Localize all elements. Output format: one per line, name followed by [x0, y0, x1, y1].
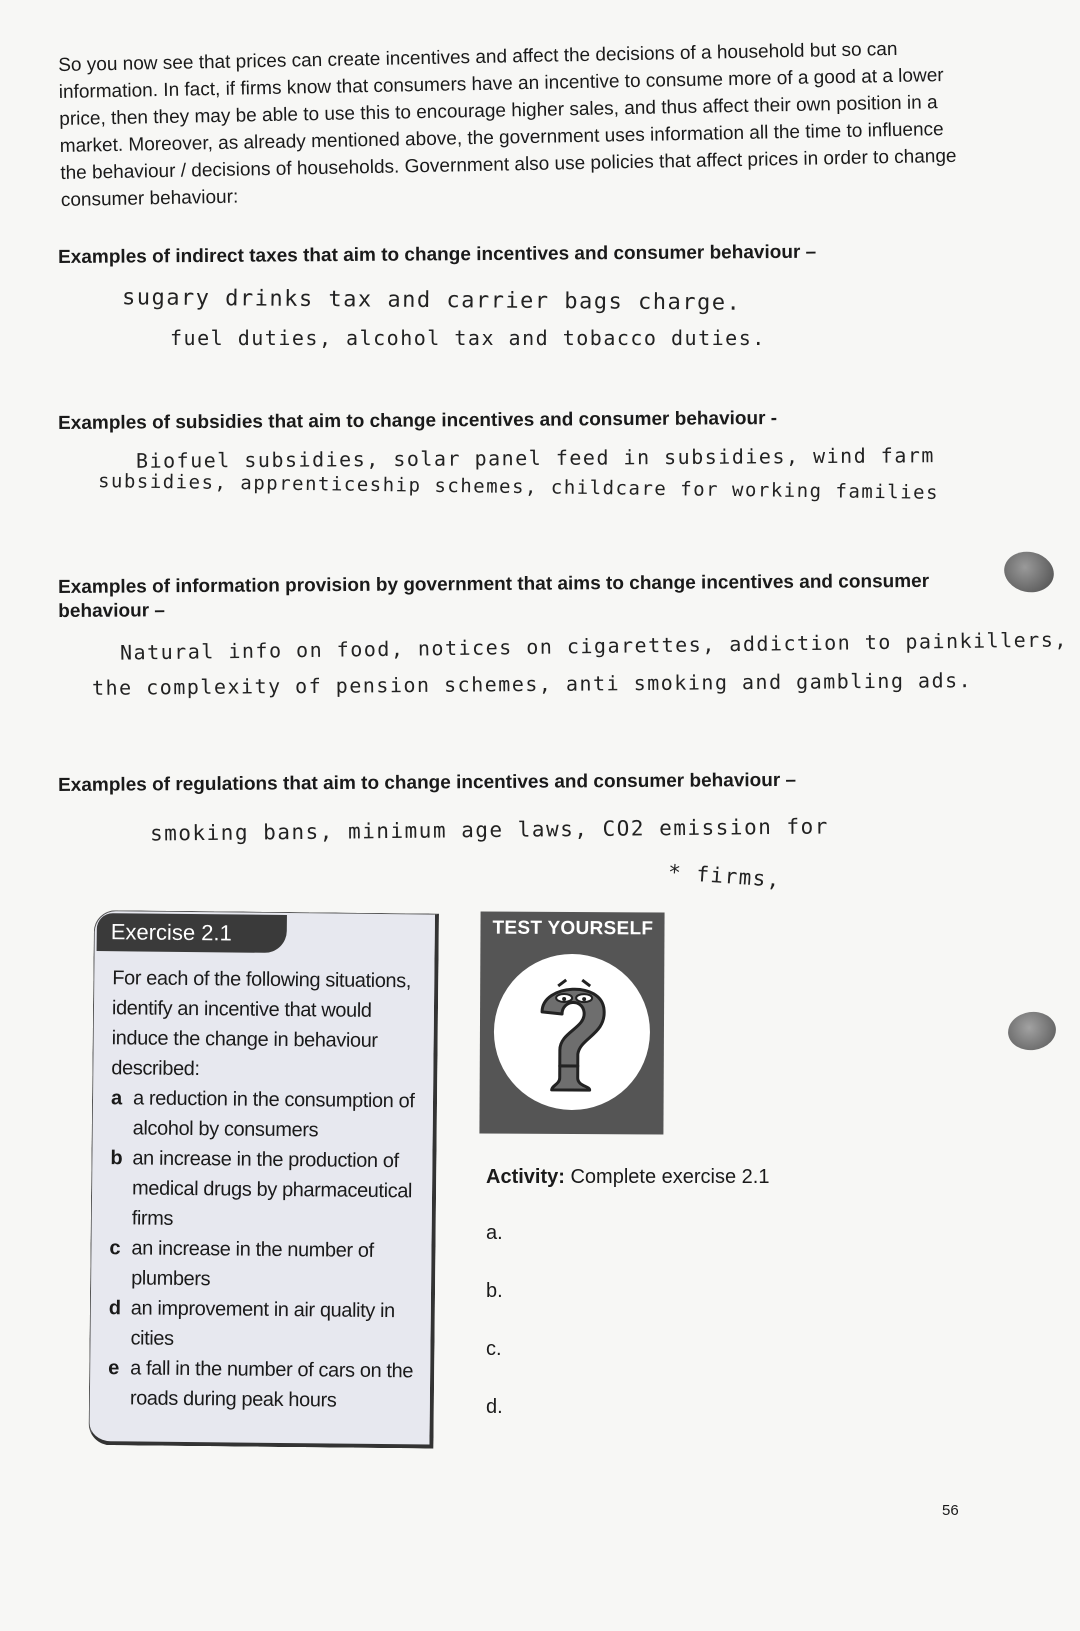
exercise-item-text: an improvement in air quality in cities: [130, 1297, 395, 1350]
exercise-title: Exercise 2.1: [97, 913, 287, 953]
taxes-answer-line: sugary drinks tax and carrier bags charge.: [121, 285, 742, 316]
regulations-answer-line: smoking bans, minimum age laws, CO2 emission for: [149, 814, 829, 846]
intro-line: information. In fact, if firms know that consumers have an incentive to consume more of a good at a lower: [58, 65, 944, 103]
intro-line: price, then they may be able to use this to encourage higher sales, and thus affect their own position in a: [59, 92, 938, 130]
exercise-item: [109, 1233, 420, 1296]
subsidies-answer-line: subsidies, apprenticeship schemes, childcare for working families: [97, 470, 940, 504]
exercise-intro: For each of the following situations, identify an incentive that would induce the change in behaviour described:: [111, 967, 412, 1081]
exercise-item: [111, 1083, 422, 1146]
exercise-item: [110, 1143, 421, 1236]
regulations-heading: Examples of regulations that aim to change incentives and consumer behaviour –: [58, 769, 797, 796]
subsidies-heading: Examples of subsidies that aim to change incentives and consumer behaviour -: [58, 407, 778, 434]
page-number: 56: [942, 1502, 959, 1519]
intro-line: market. Moreover, as already mentioned above, the government uses information all the time to influence: [59, 119, 944, 157]
exercise-item-text: a reduction in the consumption of alcohol by consumers: [132, 1087, 415, 1142]
taxes-heading: Examples of indirect taxes that aim to change incentives and consumer behaviour –: [58, 241, 817, 268]
information-answer-line: Natural info on food, notices on cigarettes, addiction to painkillers,: [119, 627, 1068, 665]
information-heading-line: Examples of information provision by government that aims to change incentives and consumer: [58, 570, 930, 598]
intro-line: So you now see that prices can create incentives and affect the decisions of a household but so can: [58, 38, 898, 76]
exercise-item-letter: a: [110, 1087, 122, 1110]
information-heading-line: behaviour –: [58, 600, 165, 622]
subsidies-answer-line: Biofuel subsidies, solar panel feed in subsidies, wind farm: [135, 443, 935, 473]
question-mark-character-icon: [494, 954, 651, 1111]
exercise-item-letter: c: [109, 1237, 121, 1260]
activity-text: Complete exercise 2.1: [570, 1166, 770, 1188]
exercise-item-letter: b: [110, 1147, 123, 1170]
exercise-item-text: an increase in the number of plumbers: [131, 1237, 374, 1291]
exercise-item-letter: e: [108, 1357, 120, 1380]
exercise-box: [88, 910, 439, 1449]
information-answer-line: the complexity of pension schemes, anti smoking and gambling ads.: [91, 668, 973, 700]
exercise-item-text: an increase in the production of medical drugs by pharmaceutical firms: [131, 1147, 413, 1230]
taxes-answer-line: fuel duties, alcohol tax and tobacco duties.: [170, 326, 766, 350]
exercise-item: [108, 1293, 419, 1356]
activity-instruction: [486, 1166, 769, 1189]
ink-blot: [1006, 1009, 1059, 1053]
intro-line: the behaviour / decisions of households. Government also use policies that affect prices in order to change: [60, 145, 957, 184]
exercise-item: [108, 1353, 419, 1416]
exercise-item-text: a fall in the number of cars on the roads during peak hours: [129, 1357, 414, 1412]
answer-label-c: c.: [486, 1338, 502, 1360]
answer-label-a: a.: [486, 1222, 503, 1244]
intro-line: consumer behaviour:: [60, 186, 239, 211]
intro-paragraph: [58, 34, 1011, 214]
answer-label-d: d.: [486, 1396, 503, 1418]
exercise-item-letter: d: [108, 1297, 121, 1320]
test-yourself-panel: [479, 912, 664, 1135]
test-yourself-label: TEST YOURSELF: [492, 917, 654, 940]
exercise-list: [108, 1083, 421, 1416]
regulations-answer-line: * firms,: [667, 860, 782, 892]
activity-label: Activity:: [486, 1166, 565, 1188]
answer-label-b: b.: [486, 1280, 503, 1302]
test-yourself-circle: [494, 954, 651, 1111]
information-heading: [58, 569, 1018, 624]
